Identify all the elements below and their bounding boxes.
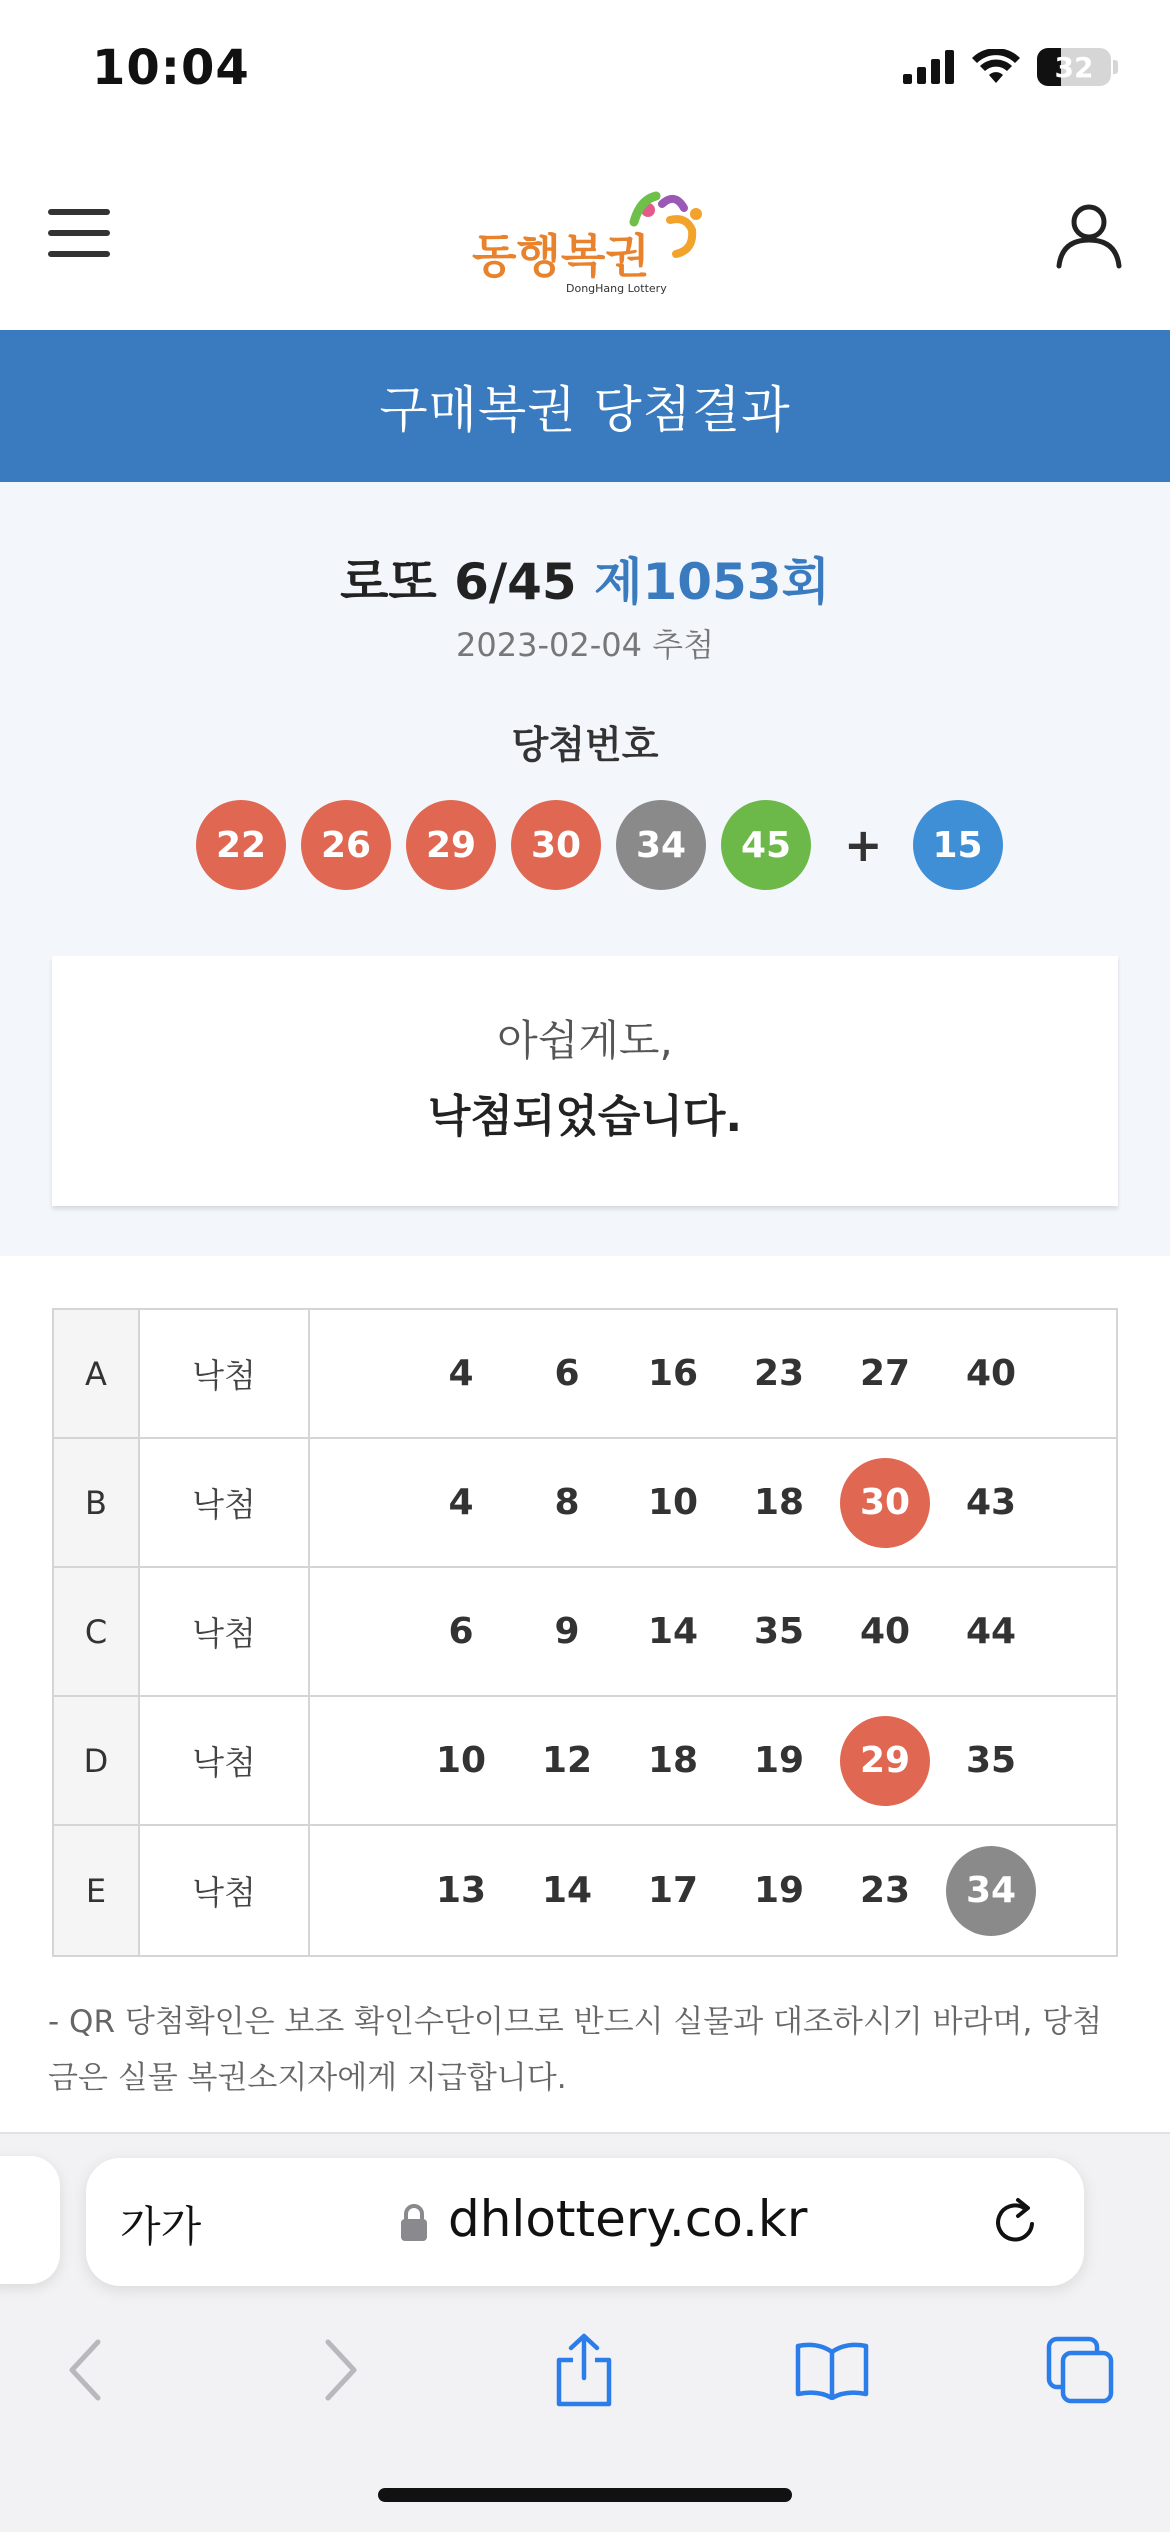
back-button[interactable] — [46, 2330, 126, 2410]
ticket-number: 19 — [753, 1870, 805, 1911]
ticket-row — [54, 1439, 1116, 1568]
ticket-number: 9 — [554, 1611, 580, 1652]
wifi-icon — [971, 49, 1021, 85]
ticket-status: 낙첨 — [140, 1568, 310, 1695]
game-title — [0, 542, 1170, 614]
winning-number-ball: 29 — [406, 800, 496, 890]
chevron-right-icon — [320, 2338, 360, 2402]
ticket-slot-label: D — [54, 1697, 140, 1824]
ticket-status: 낙첨 — [140, 1310, 310, 1437]
ticket-numbers — [310, 1568, 1116, 1695]
ticket-number: 13 — [435, 1870, 487, 1911]
ticket-number: 44 — [965, 1611, 1017, 1652]
battery-tip — [1113, 60, 1118, 74]
result-message-line2: 낙첨되었습니다. — [427, 1091, 743, 1142]
tabs-button[interactable] — [1040, 2330, 1120, 2410]
ticket-slot-label: B — [54, 1439, 140, 1566]
ticket-slot-label: E — [54, 1826, 140, 1955]
book-icon — [794, 2340, 870, 2400]
matched-number-ball: 30 — [840, 1458, 930, 1548]
browser-nav-row — [0, 2312, 1170, 2432]
ticket-number: 10 — [647, 1482, 699, 1523]
winning-number-ball: 22 — [196, 800, 286, 890]
svg-text:DongHang Lottery: DongHang Lottery — [566, 282, 667, 295]
ticket-number: 14 — [541, 1870, 593, 1911]
status-icons — [903, 48, 1118, 86]
status-time: 10:04 — [92, 40, 250, 96]
ticket-numbers — [310, 1697, 1116, 1824]
ticket-number: 6 — [448, 1611, 474, 1652]
ticket-number: 43 — [965, 1482, 1017, 1523]
status-bar — [0, 0, 1170, 140]
ticket-row — [54, 1826, 1116, 1955]
menu-icon — [48, 209, 110, 215]
battery-icon — [1037, 48, 1111, 86]
ticket-number: 23 — [859, 1870, 911, 1911]
winning-number-ball: 30 — [511, 800, 601, 890]
ticket-slot-label: A — [54, 1310, 140, 1437]
ticket-number: 40 — [859, 1611, 911, 1652]
reload-icon[interactable] — [988, 2194, 1044, 2250]
ticket-number: 35 — [965, 1740, 1017, 1781]
url-text[interactable]: dhlottery.co.kr — [448, 2190, 808, 2248]
matched-number-ball: 34 — [946, 1846, 1036, 1936]
draw-result-section — [0, 482, 1170, 1256]
result-message-line1: 아쉽게도, — [497, 1016, 673, 1065]
lock-icon — [400, 2202, 428, 2242]
ticket-status: 낙첨 — [140, 1697, 310, 1824]
winning-number-ball: 26 — [301, 800, 391, 890]
matched-number-ball: 29 — [840, 1716, 930, 1806]
ticket-numbers — [310, 1439, 1116, 1566]
ticket-number: 23 — [753, 1353, 805, 1394]
forward-button[interactable] — [300, 2330, 380, 2410]
game-name: 로또 6/45 — [340, 553, 577, 611]
ticket-status: 낙첨 — [140, 1439, 310, 1566]
bookmarks-button[interactable] — [792, 2330, 872, 2410]
ticket-number: 10 — [435, 1740, 487, 1781]
share-icon — [553, 2332, 615, 2408]
ticket-number: 12 — [541, 1740, 593, 1781]
ticket-number: 35 — [753, 1611, 805, 1652]
winning-numbers — [196, 800, 1003, 890]
menu-button[interactable] — [46, 205, 112, 261]
ticket-number: 6 — [554, 1353, 580, 1394]
winning-number-ball: 34 — [616, 800, 706, 890]
chevron-left-icon — [66, 2338, 106, 2402]
page-banner — [0, 330, 1170, 482]
ticket-slot-label: C — [54, 1568, 140, 1695]
round-number: 제1053회 — [594, 553, 830, 611]
site-header — [0, 140, 1170, 330]
cellular-signal-icon — [903, 50, 955, 84]
battery-level: 32 — [1054, 50, 1094, 84]
winning-numbers-label: 당첨번호 — [511, 723, 659, 767]
ticket-status: 낙첨 — [140, 1826, 310, 1955]
ticket-number-cell — [832, 1716, 938, 1806]
browser-toolbar — [0, 2132, 1170, 2532]
user-account-icon[interactable] — [1054, 200, 1124, 270]
ticket-number: 4 — [448, 1353, 474, 1394]
ticket-table — [52, 1308, 1118, 1957]
page-title: 구매복권 당첨결과 — [379, 381, 791, 439]
ticket-number: 19 — [753, 1740, 805, 1781]
ticket-number-cell — [832, 1458, 938, 1548]
ticket-row — [54, 1310, 1116, 1439]
page-settings-button[interactable]: 가가 — [120, 2202, 202, 2251]
draw-date: 2023-02-04 추첨 — [456, 626, 714, 664]
menu-icon-line — [48, 230, 110, 236]
ticket-number: 40 — [965, 1353, 1017, 1394]
ticket-row — [54, 1568, 1116, 1697]
ticket-number: 27 — [859, 1353, 911, 1394]
donghang-lottery-logo[interactable] — [470, 170, 710, 300]
ticket-number: 14 — [647, 1611, 699, 1652]
tabs-icon — [1045, 2335, 1115, 2405]
previous-tab-preview[interactable] — [0, 2156, 60, 2284]
ticket-numbers — [310, 1826, 1116, 1955]
winning-number-ball: 45 — [721, 800, 811, 890]
qr-notice: - QR 당첨확인은 보조 확인수단이므로 반드시 실물과 대조하시기 바라며, 당첨금은 실물 복권소지자에게 지급합니다. — [48, 2004, 1103, 2096]
address-bar[interactable] — [86, 2158, 1084, 2286]
ticket-number: 8 — [554, 1482, 580, 1523]
bonus-plus-sign: + — [844, 818, 883, 872]
ticket-number: 4 — [448, 1482, 474, 1523]
home-indicator[interactable] — [378, 2488, 792, 2502]
ticket-numbers — [310, 1310, 1116, 1437]
ticket-number: 18 — [753, 1482, 805, 1523]
ticket-number: 17 — [647, 1870, 699, 1911]
share-button[interactable] — [544, 2330, 624, 2410]
ticket-row — [54, 1697, 1116, 1826]
result-message-box — [52, 956, 1118, 1206]
ticket-number: 18 — [647, 1740, 699, 1781]
ticket-number: 16 — [647, 1353, 699, 1394]
bonus-number-ball: 15 — [913, 800, 1003, 890]
svg-text:동행복권: 동행복권 — [472, 229, 650, 283]
ticket-number-cell — [938, 1846, 1044, 1936]
menu-icon-line — [48, 251, 110, 257]
